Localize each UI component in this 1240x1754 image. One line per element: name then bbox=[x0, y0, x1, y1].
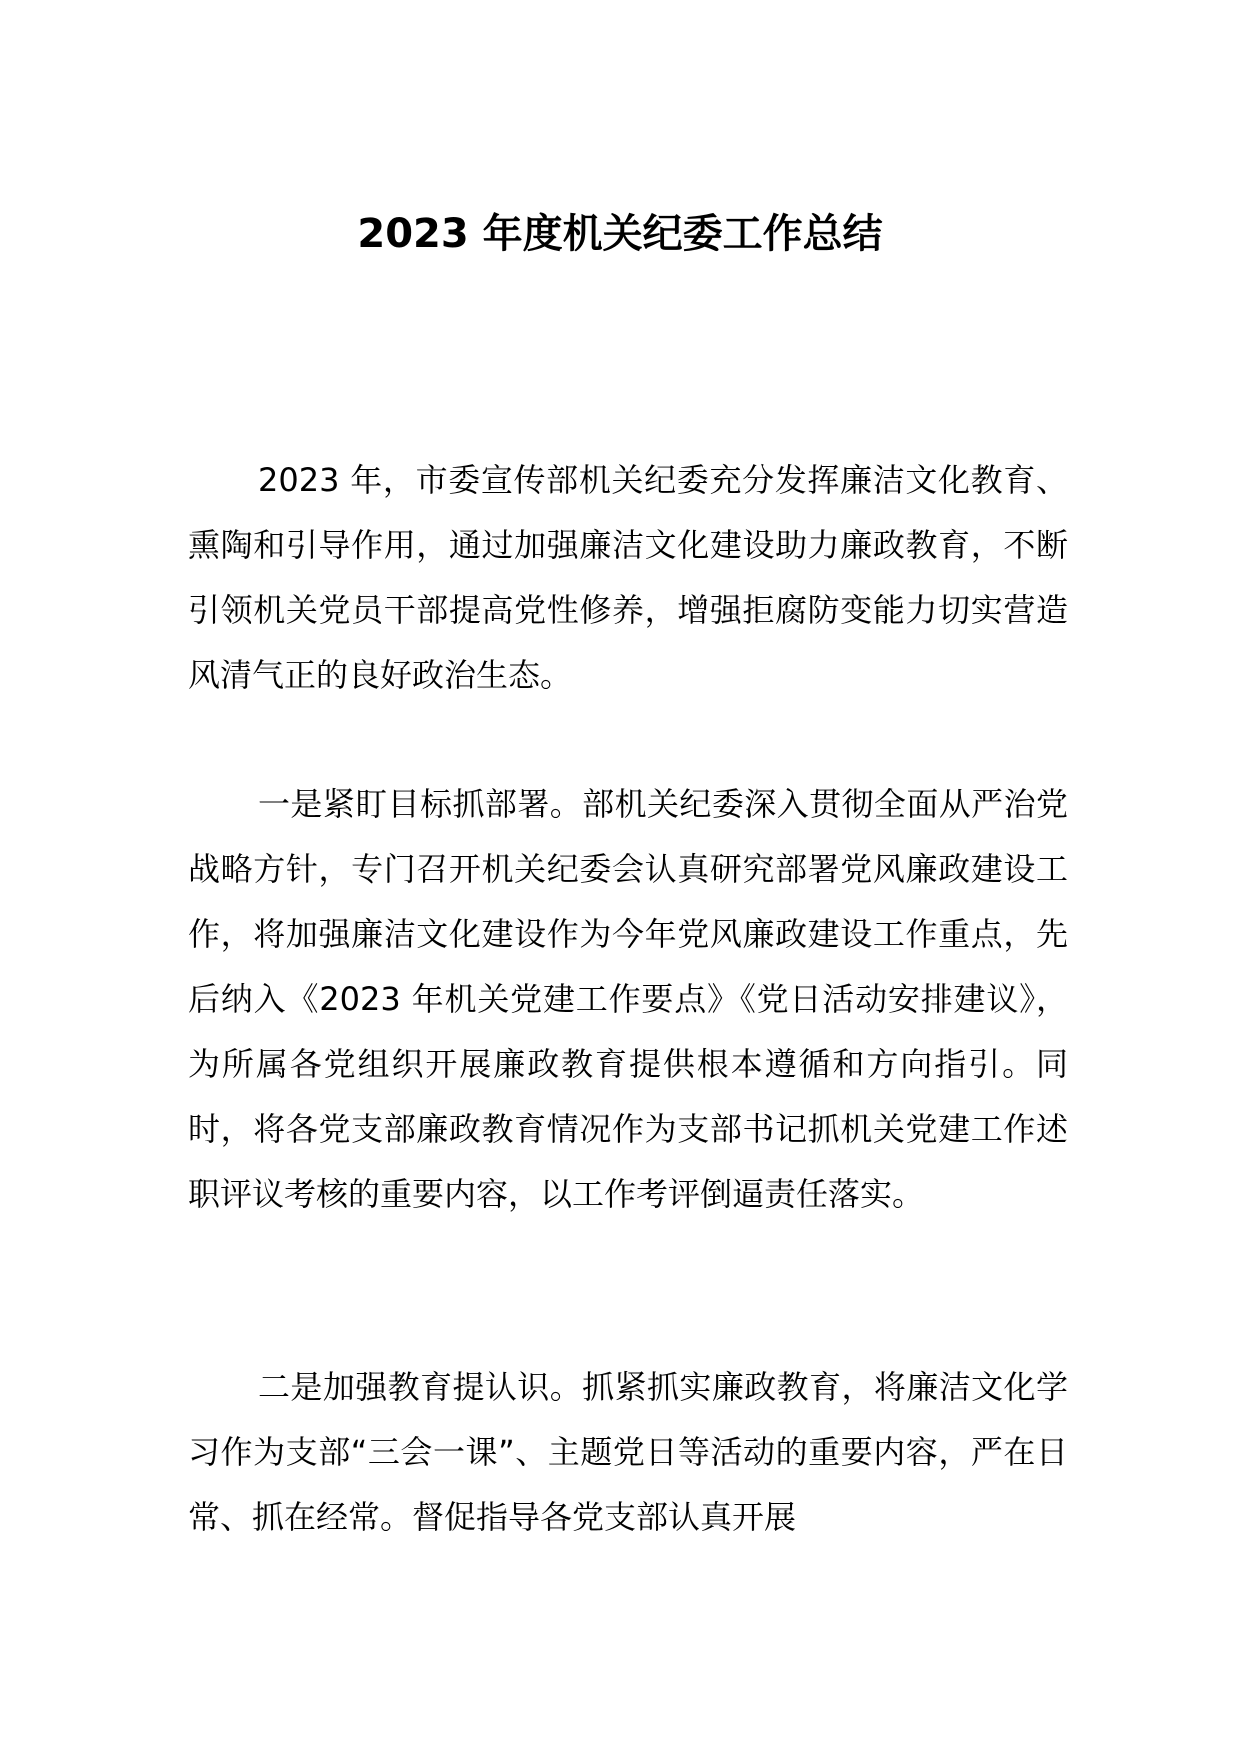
paragraph-section-one: 一是紧盯目标抓部署。部机关纪委深入贯彻全面从严治党战略方针，专门召开机关纪委会认真研究部署党风廉政建设工作，将加强廉洁文化建设作为今年党风廉政建设工作重点，先后纳入《2023 年机关党建工作要点》《党日活动安排建议》，为所属各党组织开展廉政教育提供根本遵循和方向指引。同时，将各党支部廉政教育情况作为支部书记抓机关党建工作述职评议考核的重要内容，以工作考评倒逼责任落实。 bbox=[188, 785, 1068, 1213]
paragraph-section-two: 二是加强教育提认识。抓紧抓实廉政教育，将廉洁文化学习作为支部“三会一课”、主题党日等活动的重要内容，严在日常、抓在经常。督促指导各党支部认真开展 bbox=[188, 1368, 1068, 1536]
document-title: 2023 年度机关纪委工作总结 bbox=[357, 211, 883, 257]
paragraph-intro: 2023 年，市委宣传部机关纪委充分发挥廉洁文化教育、熏陶和引导作用，通过加强廉洁文化建设助力廉政教育，不断引领机关党员干部提高党性修养，增强拒腐防变能力切实营造风清气正的良好政治生态。 bbox=[188, 461, 1068, 694]
